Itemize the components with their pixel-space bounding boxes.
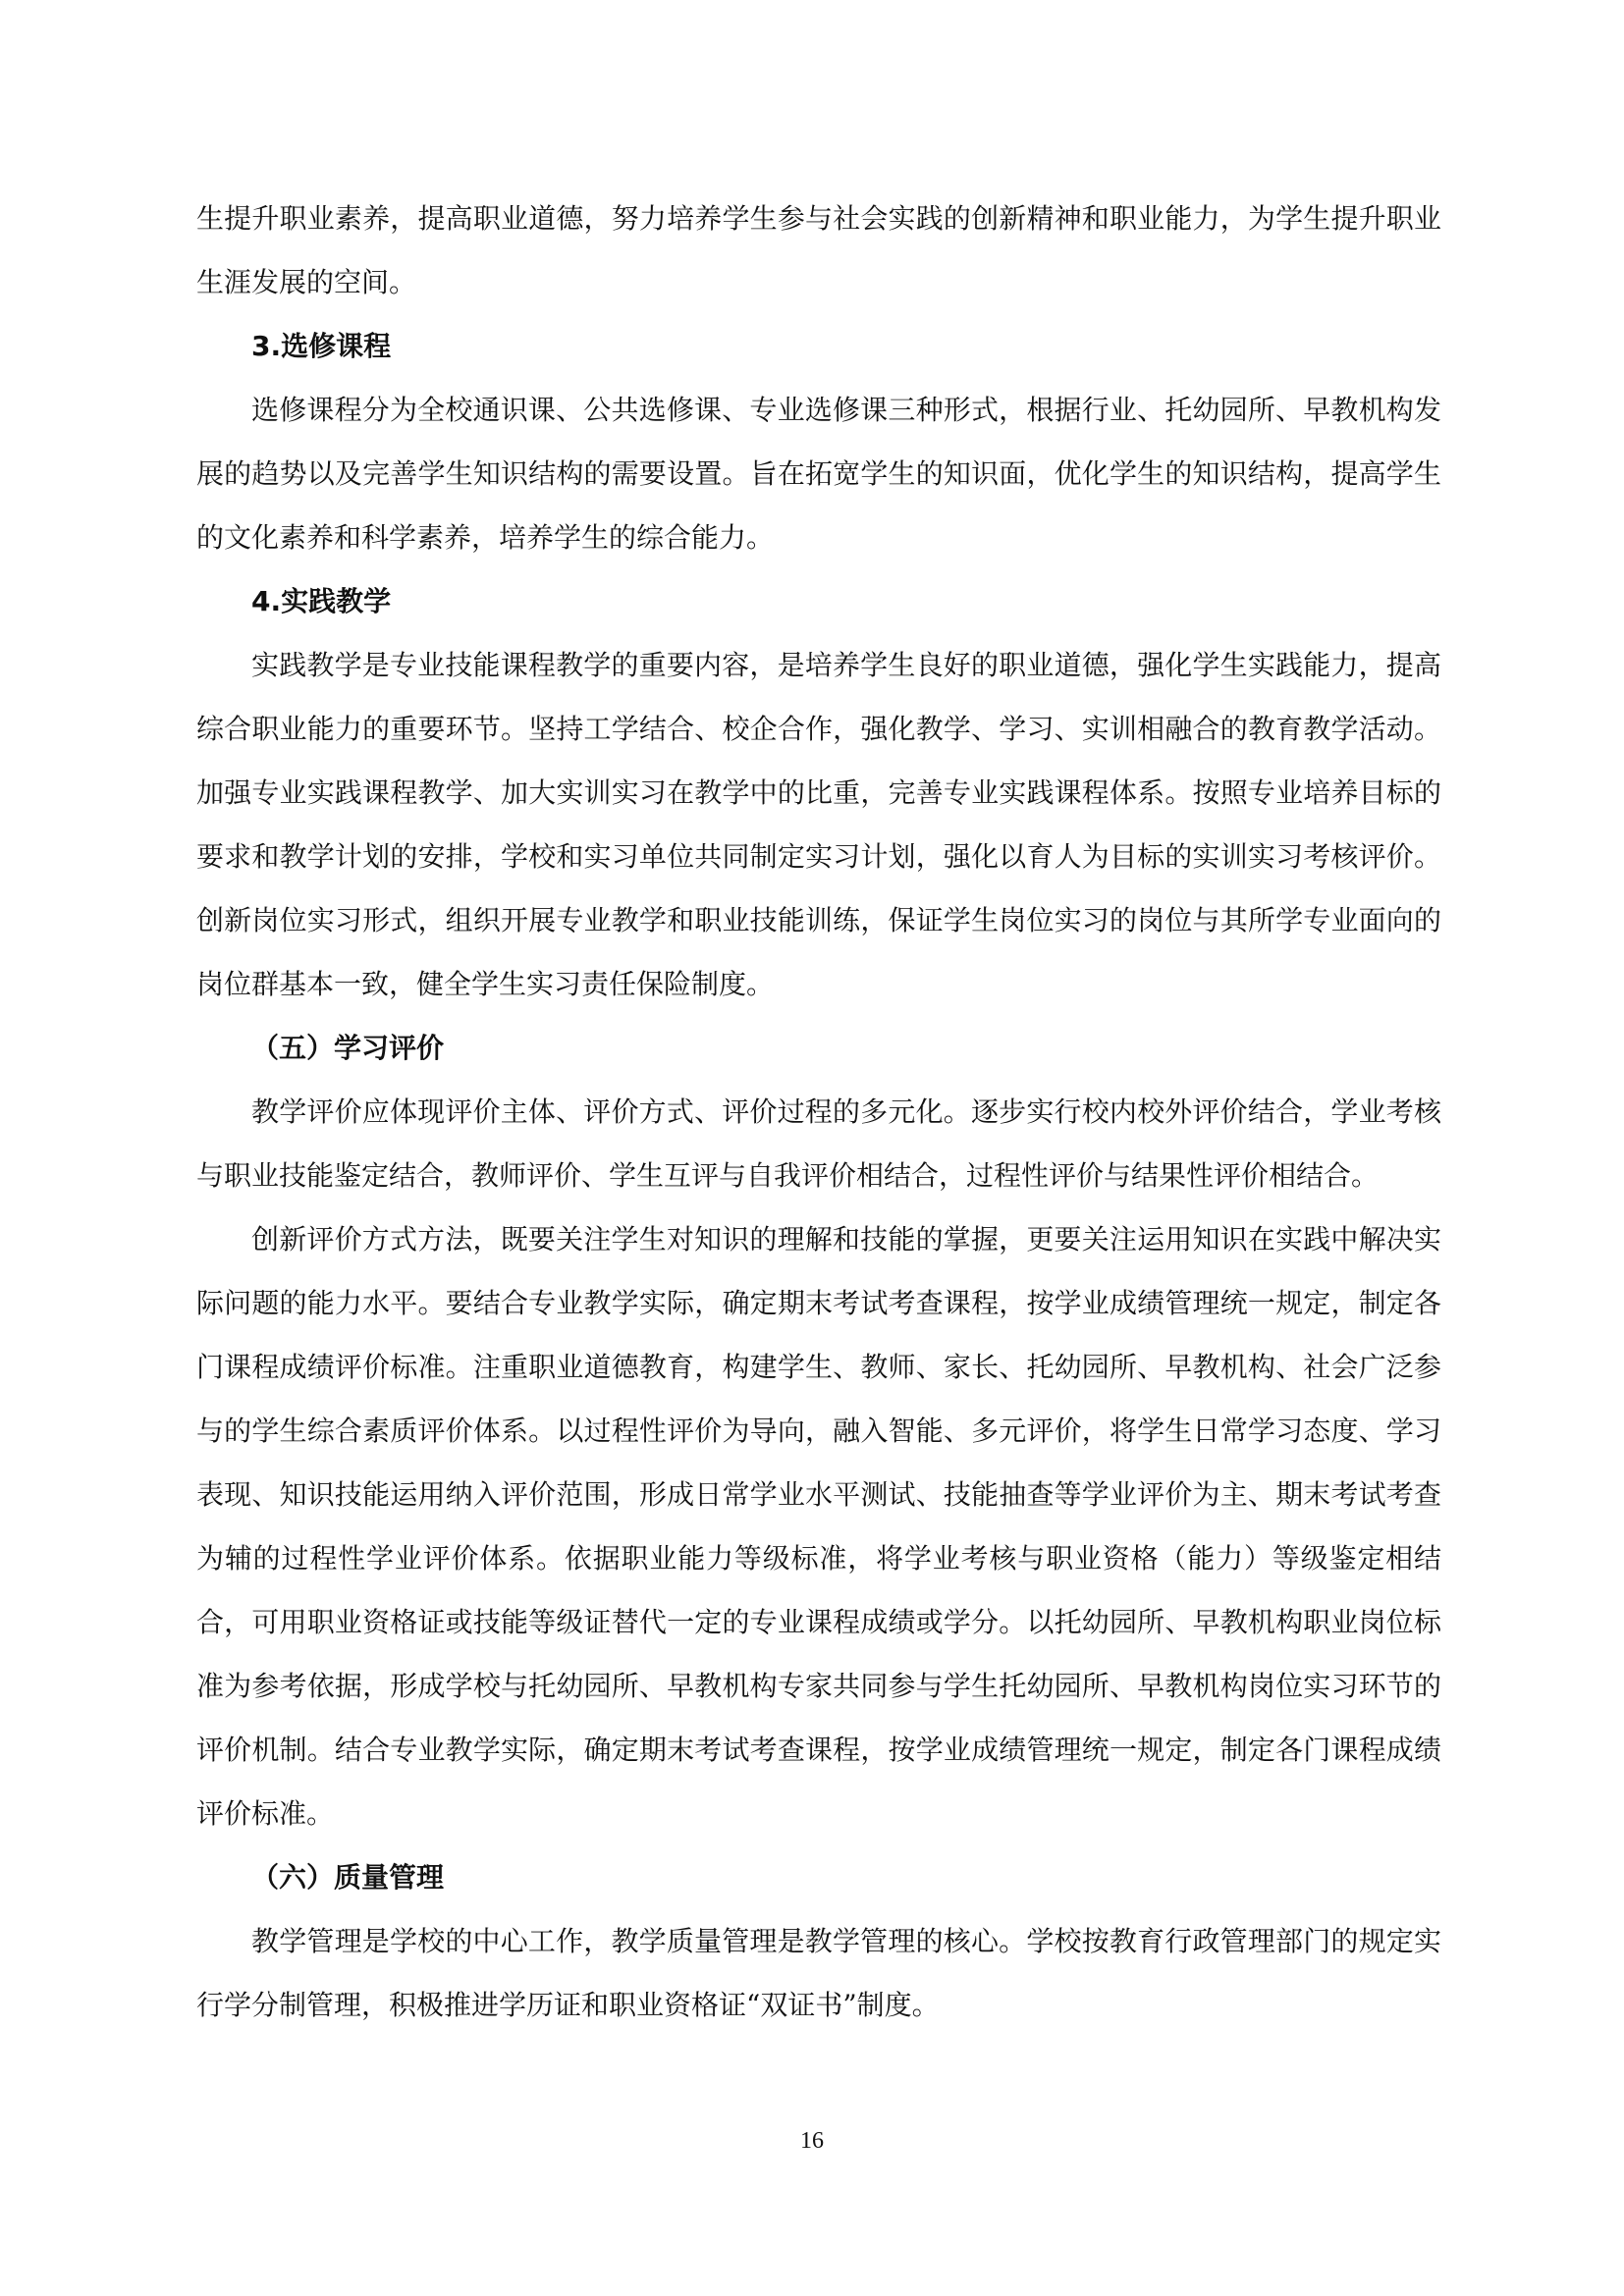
document-body <box>196 187 1441 2037</box>
page-number: 16 <box>800 2128 824 2154</box>
paragraph-evaluation-diversity: 教学评价应体现评价主体、评价方式、评价过程的多元化。逐步实行校内校外评价结合，学业考核与职业技能鉴定结合，教师评价、学生互评与自我评价相结合，过程性评价与结果性评价相结合。 <box>196 1095 1441 1192</box>
paragraph-elective-courses: 选修课程分为全校通识课、公共选修课、专业选修课三种形式，根据行业、托幼园所、早教机构发展的趋势以及完善学生知识结构的需要设置。旨在拓宽学生的知识面，优化学生的知识结构，提高学生的文化素养和科学素养，培养学生的综合能力。 <box>196 394 1441 554</box>
heading-learning-evaluation: （五）学习评价 <box>251 1032 445 1064</box>
heading-practice-teaching: 4.实践教学 <box>251 585 392 617</box>
heading-quality-management: （六）质量管理 <box>251 1861 445 1894</box>
paragraph-continuation: 生提升职业素养，提高职业道德，努力培养学生参与社会实践的创新精神和职业能力，为学生提升职业生涯发展的空间。 <box>196 202 1441 298</box>
paragraph-practice-teaching: 实践教学是专业技能课程教学的重要内容，是培养学生良好的职业道德，强化学生实践能力，提高综合职业能力的重要环节。坚持工学结合、校企合作，强化教学、学习、实训相融合的教育教学活动。加强专业实践课程教学、加大实训实习在教学中的比重，完善专业实践课程体系。按照专业培养目标的要求和教学计划的安排，学校和实习单位共同制定实习计划，强化以育人为目标的实训实习考核评价。创新岗位实习形式，组织开展专业教学和职业技能训练，保证学生岗位实习的岗位与其所学专业面向的岗位群基本一致，健全学生实习责任保险制度。 <box>196 649 1441 1000</box>
heading-elective-courses: 3.选修课程 <box>251 330 392 362</box>
paragraph-quality-management: 教学管理是学校的中心工作，教学质量管理是教学管理的核心。学校按教育行政管理部门的规定实行学分制管理，积极推进学历证和职业资格证“双证书”制度。 <box>196 1925 1441 2021</box>
paragraph-evaluation-methods: 创新评价方式方法，既要关注学生对知识的理解和技能的掌握，更要关注运用知识在实践中解决实际问题的能力水平。要结合专业教学实际，确定期末考试考查课程，按学业成绩管理统一规定，制定各门课程成绩评价标准。注重职业道德教育，构建学生、教师、家长、托幼园所、早教机构、社会广泛参与的学生综合素质评价体系。以过程性评价为导向，融入智能、多元评价，将学生日常学习态度、学习表现、知识技能运用纳入评价范围，形成日常学业水平测试、技能抽查等学业评价为主、期末考试考查为辅的过程性学业评价体系。依据职业能力等级标准，将学业考核与职业资格（能力）等级鉴定相结合，可用职业资格证或技能等级证替代一定的专业课程成绩或学分。以托幼园所、早教机构职业岗位标准为参考依据，形成学校与托幼园所、早教机构专家共同参与学生托幼园所、早教机构岗位实习环节的评价机制。结合专业教学实际，确定期末考试考查课程，按学业成绩管理统一规定，制定各门课程成绩评价标准。 <box>196 1223 1441 1830</box>
